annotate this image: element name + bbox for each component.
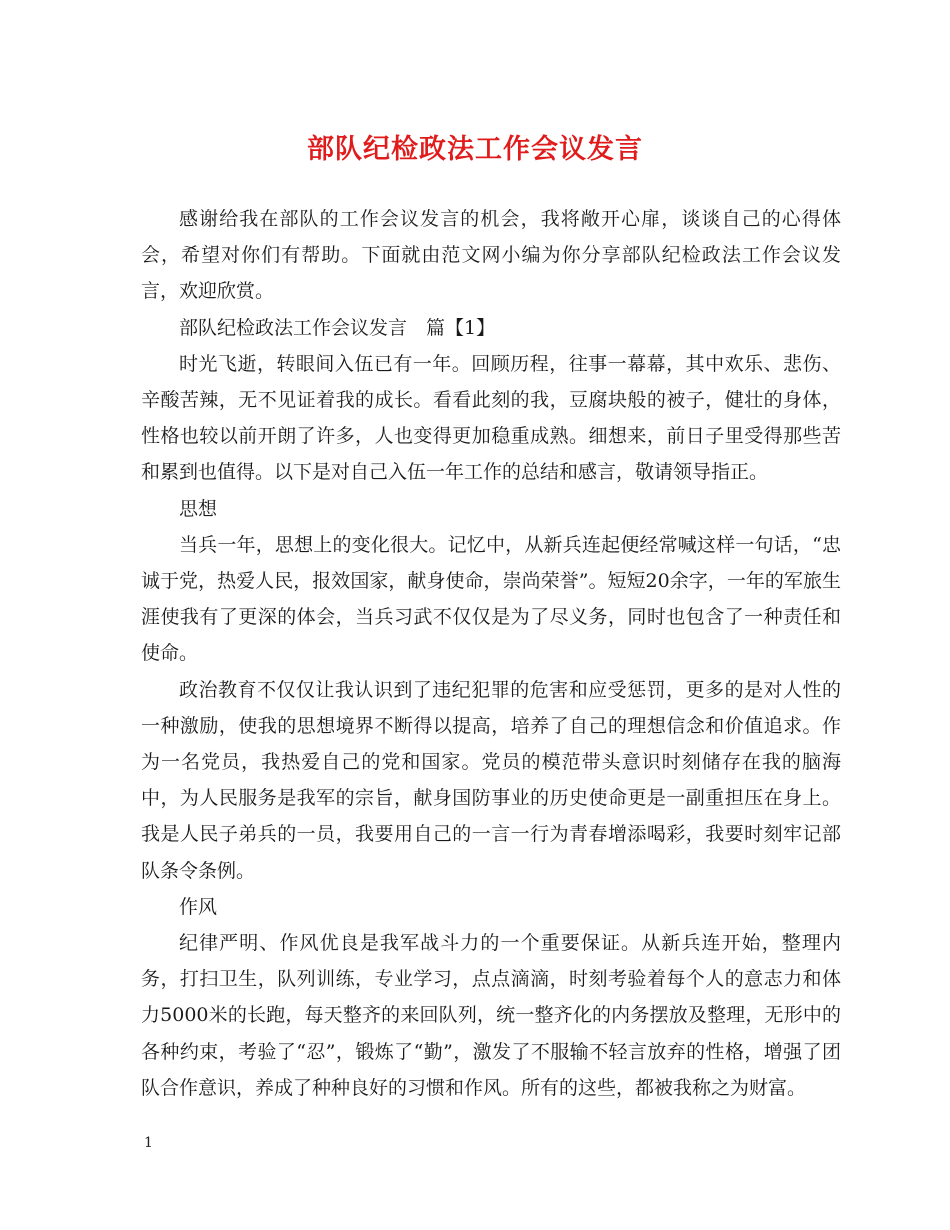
- page-number: 1: [144, 1135, 153, 1151]
- section-heading: 部队纪检政法工作会议发言 篇【1】: [179, 316, 496, 339]
- subheading-style: 作风: [179, 895, 218, 918]
- intro-paragraph: 感谢给我在部队的工作会议发言的机会，我将敞开心扉，谈谈自己的心得体会，希望对你们有帮助。下面就由范文网小编为你分享部队纪检政法工作会议发言，欢迎欣赏。: [141, 208, 841, 303]
- body-paragraph: 时光飞逝，转眼间入伍已有一年。回顾历程，往事一幕幕，其中欢乐、悲伤、辛酸苦辣，无不见证着我的成长。看看此刻的我，豆腐块般的被子，健壮的身体，性格也较以前开朗了许多，人也变得更加稳重成熟。细想来，前日子里受得那些苦和累到也值得。以下是对自己入伍一年工作的总结和感言，敬请领导指正。: [141, 352, 841, 484]
- body-paragraph: 当兵一年，思想上的变化很大。记忆中，从新兵连起便经常喊这样一句话，“忠诚于党，热爱人民，报效国家，献身使命，崇尚荣誉”。短短20余字，一年的军旅生涯使我有了更深的体会，当兵习武不仅仅是为了尽义务，同时也包含了一种责任和使命。: [141, 533, 841, 665]
- page-title: 部队纪检政法工作会议发言: [307, 134, 643, 165]
- body-paragraph: 政治教育不仅仅让我认识到了违纪犯罪的危害和应受惩罚，更多的是对人性的一种激励，使我的思想境界不断得以提高，培养了自己的理想信念和价值追求。作为一名党员，我热爱自己的党和国家。党员的模范带头意识时刻储存在我的脑海中，为人民服务是我军的宗旨，献身国防事业的历史使命更是一副重担压在身上。我是人民子弟兵的一员，我要用自己的一言一行为青春增添喝彩，我要时刻牢记部队条令条例。: [141, 678, 841, 882]
- document-body: [141, 201, 841, 1106]
- subheading-thought: 思想: [179, 497, 218, 520]
- body-paragraph: 纪律严明、作风优良是我军战斗力的一个重要保证。从新兵连开始，整理内务，打扫卫生，队列训练，专业学习，点点滴滴，时刻考验着每个人的意志力和体力5000米的长跑，每天整齐的来回队列，统一整齐化的内务摆放及整理，无形中的各种约束，考验了“忍”，锻炼了“勤”，激发了不服输不轻言放弃的性格，增强了团队合作意识，养成了种种良好的习惯和作风。所有的这些，都被我称之为财富。: [141, 932, 841, 1099]
